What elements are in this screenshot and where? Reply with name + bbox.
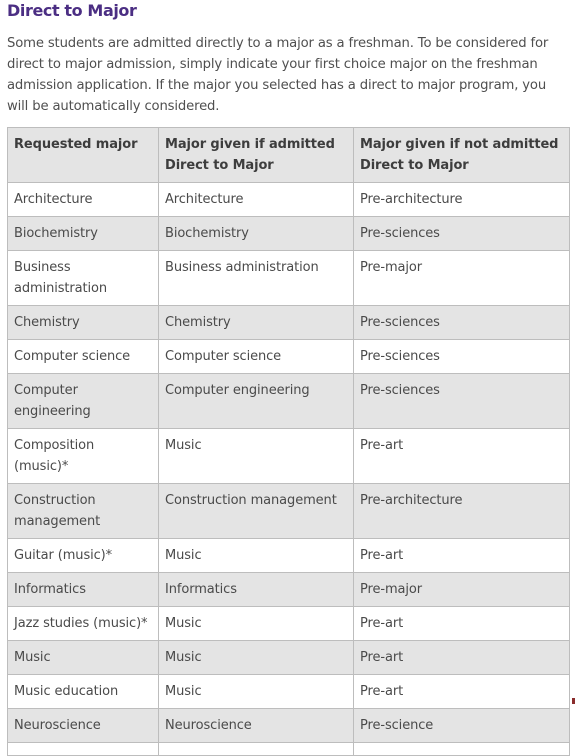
header-major-if-not-admitted: Major given if not admitted Direct to Major [354,128,570,183]
admitted-major-cell: Music [159,607,354,641]
admitted-major-cell: Biochemistry [159,217,354,251]
admitted-major-cell: Construction management [159,484,354,539]
not-admitted-major-cell: Pre-art [354,429,570,484]
requested-major-cell: Music [8,641,159,675]
table-row [8,675,570,709]
table-row [8,251,570,306]
admitted-major-cell: Music [159,539,354,573]
table-body [8,183,570,756]
not-admitted-major-cell: Pre-sciences [354,217,570,251]
intro-paragraph: Some students are admitted directly to a major as a freshman. To be considered for direct to major admission, simply indicate your first choice major on the freshman admission application. If the major you selected has a direct to major program, you will be automatically considered. [7,36,549,114]
admitted-major-cell: Neuroscience [159,709,354,743]
requested-major-cell: Computer engineering [8,374,159,429]
table-row [8,709,570,743]
not-admitted-major-cell [354,743,570,756]
admitted-major-cell: Computer science [159,340,354,374]
table-row [8,217,570,251]
table-row [8,429,570,484]
admitted-major-cell: Music [159,675,354,709]
requested-major-cell: Chemistry [8,306,159,340]
page-title: Direct to Major [7,1,137,20]
not-admitted-major-cell: Pre-sciences [354,306,570,340]
not-admitted-major-cell: Pre-science [354,709,570,743]
requested-major-cell: Composition (music)* [8,429,159,484]
requested-major-cell: Guitar (music)* [8,539,159,573]
table-row [8,573,570,607]
not-admitted-major-cell: Pre-sciences [354,374,570,429]
requested-major-cell: Informatics [8,573,159,607]
admitted-major-cell: Chemistry [159,306,354,340]
requested-major-cell: Neuroscience [8,709,159,743]
not-admitted-major-cell: Pre-major [354,573,570,607]
requested-major-cell: Business administration [8,251,159,306]
admitted-major-cell [159,743,354,756]
requested-major-cell: Jazz studies (music)* [8,607,159,641]
table-row [8,374,570,429]
admitted-major-cell: Music [159,429,354,484]
not-admitted-major-cell: Pre-art [354,641,570,675]
requested-major-cell [8,743,159,756]
not-admitted-major-cell: Pre-art [354,539,570,573]
header-requested-major: Requested major [8,128,159,183]
direct-to-major-table [7,127,570,756]
not-admitted-major-cell: Pre-architecture [354,484,570,539]
table-row [8,743,570,756]
requested-major-cell: Computer science [8,340,159,374]
not-admitted-major-cell: Pre-art [354,675,570,709]
requested-major-cell: Architecture [8,183,159,217]
table-row [8,539,570,573]
requested-major-cell: Music education [8,675,159,709]
not-admitted-major-cell: Pre-art [354,607,570,641]
admitted-major-cell: Music [159,641,354,675]
table-row [8,607,570,641]
header-major-if-admitted: Major given if admitted Direct to Major [159,128,354,183]
admitted-major-cell: Computer engineering [159,374,354,429]
table-header [8,128,570,183]
table-row [8,183,570,217]
table-row [8,340,570,374]
admitted-major-cell: Informatics [159,573,354,607]
header-row [8,128,570,183]
table-row [8,484,570,539]
table-row [8,306,570,340]
admitted-major-cell: Business administration [159,251,354,306]
not-admitted-major-cell: Pre-sciences [354,340,570,374]
admitted-major-cell: Architecture [159,183,354,217]
table-row [8,641,570,675]
not-admitted-major-cell: Pre-architecture [354,183,570,217]
requested-major-cell: Biochemistry [8,217,159,251]
requested-major-cell: Construction management [8,484,159,539]
not-admitted-major-cell: Pre-major [354,251,570,306]
